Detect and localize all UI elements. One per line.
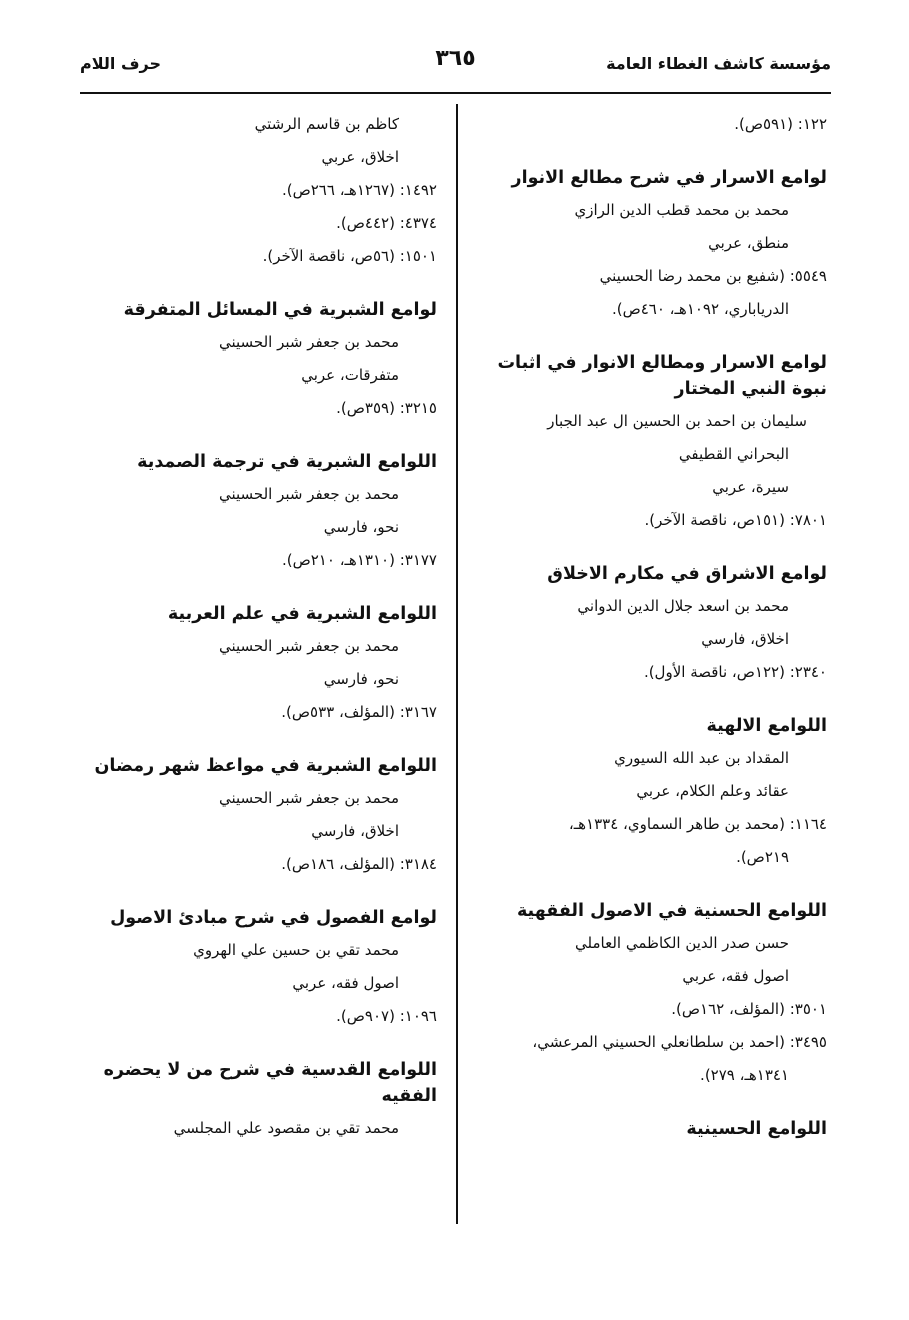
entry-title: اللوامع الالهية (706, 716, 827, 736)
entry-author: محمد بن محمد قطب الدين الرازي (574, 201, 789, 219)
entry-subject: نحو، فارسي (323, 670, 399, 688)
entry-subject: عقائد وعلم الكلام، عربي (636, 782, 789, 800)
entry-title: لوامع الاشراق في مكارم الاخلاق (547, 564, 827, 584)
entry-ref: الدرياباري، ١٠٩٢هـ، ٤٦٠ص). (611, 300, 789, 318)
entry-ref: ٣٢١٥: (٣٥٩ص). (336, 399, 437, 417)
entry-ref: ١١٦٤: (محمد بن طاهر السماوي، ١٣٣٤هـ، (568, 815, 827, 833)
entry-ref: ١٤٩٢: (١٢٦٧هـ، ٢٦٦ص). (281, 181, 437, 199)
column-divider (456, 104, 458, 1224)
entry-author: محمد تقي بن مقصود علي المجلسي (173, 1119, 399, 1137)
catalog-entry (475, 162, 827, 326)
right-column (475, 108, 827, 1166)
entry-title: لوامع الاسرار ومطالع الانوار في اثبات نبوة النبي المختار (497, 353, 827, 399)
entry-ref: ١٣٤١هـ، ٢٧٩). (700, 1066, 789, 1084)
entry-ref: ٣١٨٤: (المؤلف، ١٨٦ص). (281, 855, 437, 873)
entry-ref: ٤٣٧٤: (٤٤٢ص). (336, 214, 437, 232)
entry-title: اللوامع الحسينية (686, 1119, 827, 1139)
entry-author: حسن صدر الدين الكاظمي العاملي (575, 934, 789, 952)
entry-title: اللوامع الشبرية في علم العربية (167, 604, 437, 624)
entry-ref: ٣٥٠١: (المؤلف، ١٦٢ص). (671, 1000, 827, 1018)
entry-author-cont: البحراني القطيفي (678, 445, 789, 463)
section-name: حرف اللام (80, 54, 162, 73)
catalog-entry (85, 1054, 437, 1145)
header-rule (80, 92, 831, 94)
entry-subject: اخلاق، فارسي (701, 630, 789, 648)
entry-continuation (475, 108, 827, 141)
catalog-entry (85, 446, 437, 577)
entry-ref: ١٥٠١: (٥٦ص، ناقصة الآخر). (262, 247, 437, 265)
entry-subject: متفرقات، عربي (301, 366, 399, 384)
entry-subject: اصول فقه، عربي (292, 974, 399, 992)
entry-subject: سيرة، عربي (712, 478, 789, 496)
entry-subject: اخلاق، عربي (321, 148, 399, 166)
entry-author: سليمان بن احمد بن الحسين ال عبد الجبار (547, 412, 807, 430)
catalog-entry (85, 294, 437, 425)
entry-author: محمد بن جعفر شبر الحسيني (218, 485, 399, 503)
entry-continuation (85, 108, 437, 273)
catalog-entry (85, 750, 437, 881)
entry-ref: ٣٤٩٥: (احمد بن سلطانعلي الحسيني المرعشي، (532, 1033, 827, 1051)
entry-subject: اصول فقه، عربي (682, 967, 789, 985)
entry-subject: نحو، فارسي (323, 518, 399, 536)
entry-author: محمد تقي بن حسين علي الهروي (193, 941, 399, 959)
entry-ref: ٧٨٠١: (١٥١ص، ناقصة الآخر). (644, 511, 827, 529)
entry-ref: ٣١٦٧: (المؤلف، ٥٣٣ص). (281, 703, 437, 721)
entry-title: لوامع الاسرار في شرح مطالع الانوار (511, 168, 827, 188)
entry-author: محمد بن جعفر شبر الحسيني (218, 333, 399, 351)
entry-subject: منطق، عربي (708, 234, 789, 252)
entry-author: محمد بن جعفر شبر الحسيني (218, 637, 399, 655)
entry-title: اللوامع الحسنية في الاصول الفقهية (516, 901, 827, 921)
entry-title: لوامع الفصول في شرح مبادئ الاصول (110, 908, 437, 928)
page-number: ٣٦٥ (435, 46, 476, 71)
entry-ref: ١٢٢: (٥٩١ص). (734, 115, 827, 133)
entry-subject: اخلاق، فارسي (311, 822, 399, 840)
entry-author: كاظم بن قاسم الرشتي (254, 115, 399, 133)
entry-author: محمد بن اسعد جلال الدين الدواني (577, 597, 789, 615)
entry-ref: ٥٥٤٩: (شفيع بن محمد رضا الحسيني (599, 267, 827, 285)
catalog-entry (475, 347, 827, 537)
entry-author: المقداد بن عبد الله السيوري (614, 749, 789, 767)
entry-ref: ٣١٧٧: (١٣١٠هـ، ٢١٠ص). (281, 551, 437, 569)
catalog-entry (475, 1113, 827, 1145)
catalog-entry (475, 710, 827, 874)
page-header (80, 46, 831, 90)
entry-ref: ٢١٩ص). (736, 848, 789, 866)
entry-title: لوامع الشبرية في المسائل المتفرقة (123, 300, 437, 320)
catalog-entry (85, 902, 437, 1033)
catalog-entry (475, 558, 827, 689)
entry-title: اللوامع الشبرية في مواعظ شهر رمضان (94, 756, 437, 776)
publisher-name: مؤسسة كاشف الغطاء العامة (606, 54, 831, 73)
catalog-entry (475, 895, 827, 1092)
entry-ref: ٢٣٤٠: (١٢٢ص، ناقصة الأول). (643, 663, 827, 681)
catalog-entry (85, 598, 437, 729)
entry-author: محمد بن جعفر شبر الحسيني (218, 789, 399, 807)
left-column (85, 108, 437, 1166)
entry-title: اللوامع القدسية في شرح من لا يحضره الفقيه (103, 1060, 437, 1106)
entry-ref: ١٠٩٦: (٩٠٧ص). (336, 1007, 437, 1025)
entry-title: اللوامع الشبرية في ترجمة الصمدية (137, 452, 437, 472)
